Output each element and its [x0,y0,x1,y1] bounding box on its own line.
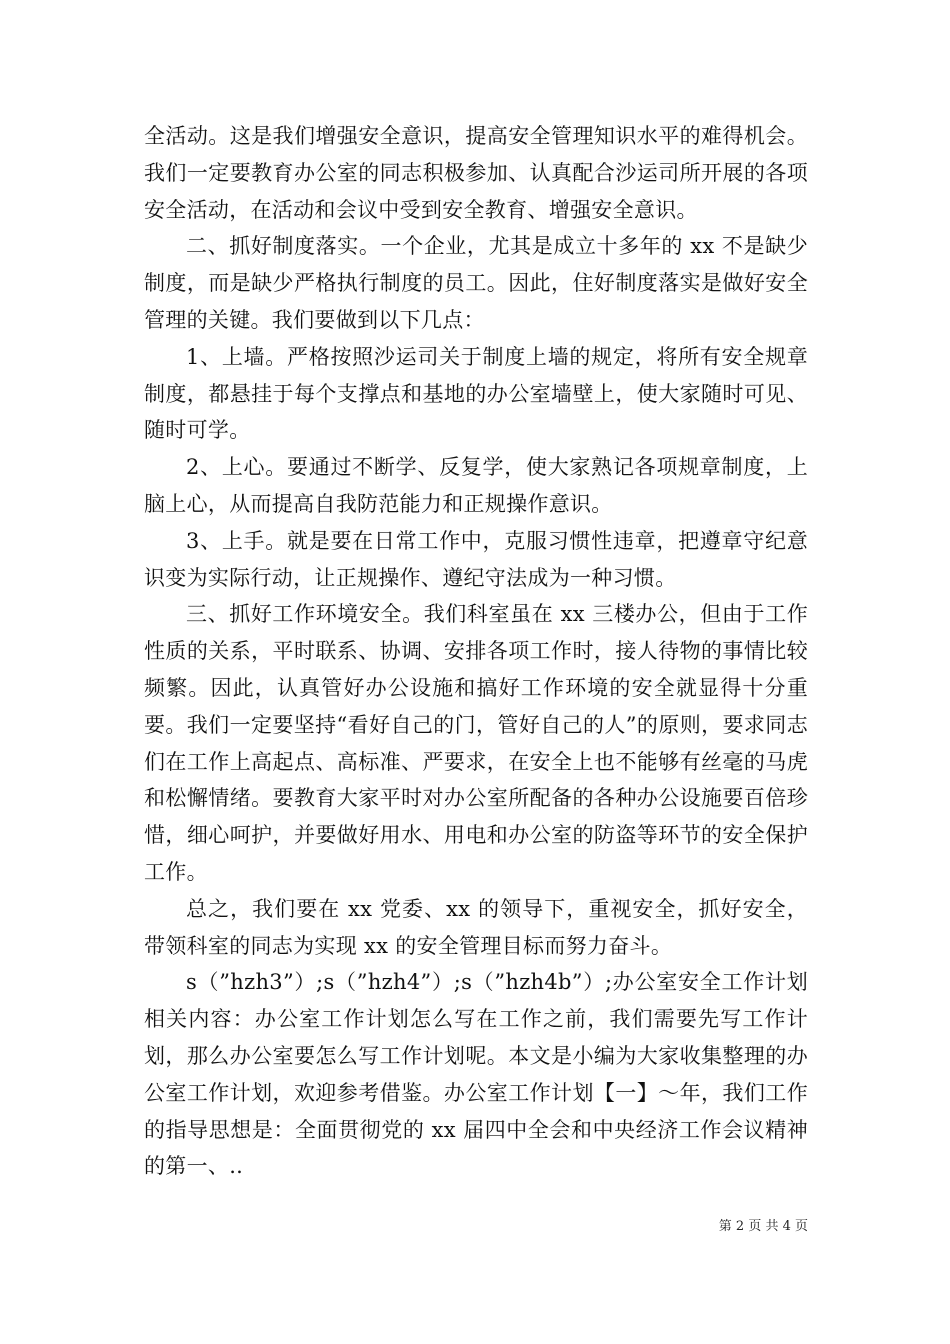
page-number: 第 2 页 共 4 页 [718,1219,808,1234]
paragraph-system-implementation: 二、抓好制度落实。一个企业，尤其是成立十多年的 xx 不是缺少制度，而是缺少严格执行制度的员工。因此，住好制度落实是做好安全管理的关键。我们要做到以下几点： [144,234,808,332]
document-body [144,118,808,1185]
paragraph-work-environment: 三、抓好工作环境安全。我们科室虽在 xx 三楼办公，但由于工作性质的关系，平时联系、协调、安排各项工作时，接人待物的事情比较频繁。因此，认真管好办公设施和搞好工作环境的安全就显得十分重要。我们一定要坚持“看好自己的门，管好自己的人”的原则，要求同志们在工作上高起点、高标准、严要求，在安全上也不能够有丝毫的马虎和松懈情绪。要教育大家平时对办公室所配备的各种办公设施要百倍珍惜，细心呵护，并要做好用水、用电和办公室的防盗等环节的安全保护工作。 [144,602,808,884]
paragraph-point-2: 2、上心。要通过不断学、反复学，使大家熟记各项规章制度，上脑上心，从而提高自我防范能力和正规操作意识。 [144,455,808,516]
paragraph-conclusion: 总之，我们要在 xx 党委、xx 的领导下，重视安全，抓好安全，带领科室的同志为实现 xx 的安全管理目标而努力奋斗。 [144,896,808,958]
paragraph-point-3: 3、上手。就是要在日常工作中，克服习惯性违章，把遵章守纪意识变为实际行动，让正规操作、遵纪守法成为一种习惯。 [144,528,808,590]
paragraph-point-1: 1、上墙。严格按照沙运司关于制度上墙的规定，将所有安全规章制度，都悬挂于每个支撑点和基地的办公室墙壁上，使大家随时可见、随时可学。 [144,344,808,443]
paragraph-safety-activities: 全活动。这是我们增强安全意识，提高安全管理知识水平的难得机会。我们一定要教育办公室的同志积极参加、认真配合沙运司所开展的各项安全活动，在活动和会议中受到安全教育、增强安全意识。 [144,124,808,222]
paragraph-related-content: s（”hzh3”）;s（”hzh4”）;s（”hzh4b”）;办公室安全工作计划相关内容：办公室工作计划怎么写在工作之前，我们需要先写工作计划，那么办公室要怎么写工作计划呢。本文是小编为大家收集整理的办公室工作计划，欢迎参考借鉴。办公室工作计划【一】～年，我们工作的指导思想是：全面贯彻党的 xx 届四中全会和中央经济工作会议精神的第一、.. [144,970,808,1179]
